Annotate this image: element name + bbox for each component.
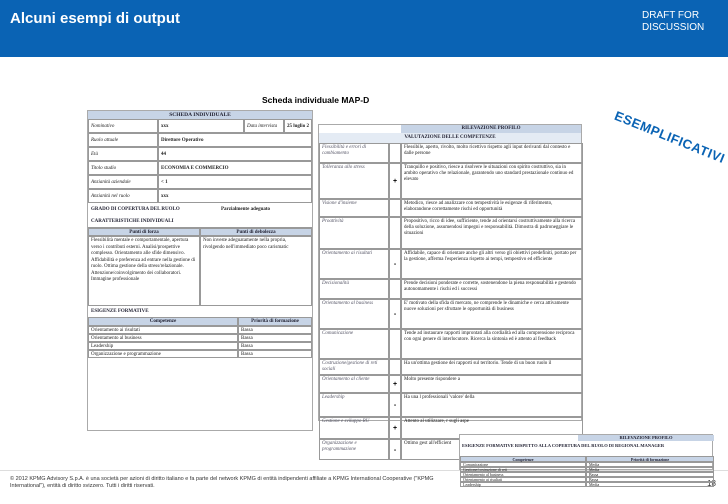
- footer-line-1: © 2012 KPMG Advisory S.p.A. è una società per azioni di diritto italiano e fa parte del network KPMG di entità indipendenti affiliate a KPMG International Cooperative ("KPMG: [10, 476, 434, 482]
- field-value: < 1: [158, 175, 312, 189]
- traits-block: [88, 227, 312, 305]
- rm-row-priority: Bassa: [586, 477, 714, 482]
- training-row-name: Organizzazione e programmazione: [88, 350, 238, 358]
- competence-sign: [389, 217, 401, 249]
- competence-text: Propositivo, ricco di idee, sufficiente, tende ad orientarsi costruttivamente alla ricerca della soluzione, assumendosi impegni e responsabilità. Dimostra di padroneggiare le situazioni: [401, 217, 583, 249]
- competence-name: Flessibilità e errori di cambiamento: [319, 143, 389, 163]
- field-label: Età: [88, 147, 158, 161]
- rm-overlay-header: RILEVAZIONE PROFILO: [578, 435, 714, 441]
- competence-sign: +: [389, 163, 401, 199]
- slide-subtitle: Scheda individuale MAP-D: [262, 95, 370, 105]
- weaknesses-header: Punti di debolezza: [200, 228, 312, 236]
- page-title: Alcuni esempi di output: [10, 10, 181, 27]
- training-competence-header: Competenze: [88, 317, 238, 326]
- competence-name: Orientamento al business: [319, 299, 389, 329]
- competence-sign: -: [389, 439, 401, 460]
- competence-sign: -: [389, 249, 401, 279]
- competence-text: Affidabile, capace di orientare anche gli altri verso gli obiettivi predefiniti, portato per la gestione, afferma l'esperienza rispetto ai tempi, tempestivo ed efficiente: [401, 249, 583, 279]
- competence-name: Proattività: [319, 217, 389, 249]
- training-row-name: Orientamento al business: [88, 334, 238, 342]
- training-row-priority: Bassa: [238, 342, 312, 350]
- rm-row-name: Orientamento ai risultati: [460, 477, 586, 482]
- competence-name: Gestione e sviluppo RU: [319, 417, 389, 439]
- field-label: Ruolo attuale: [88, 133, 158, 147]
- field-label: Anzianità nel ruolo: [88, 189, 158, 203]
- field-label: Titolo studio: [88, 161, 158, 175]
- left-form-fields: [88, 119, 312, 203]
- training-row-priority: Bassa: [238, 350, 312, 358]
- training-row-priority: Bassa: [238, 334, 312, 342]
- rm-priority-header: Priorità di formazione: [586, 456, 714, 462]
- competence-text: Flessibile, aperto, rivolto, molto ricettivo rispetto agli input derivanti dal contesto e dalle persone: [401, 143, 583, 163]
- rm-overlay-section: ESIGENZE FORMATIVE RISPETTO ALLA COPERTURA DEL RUOLO DI REGIONAL MANAGER: [462, 443, 665, 448]
- competence-name: Costruzione/gestione di reti sociali: [319, 359, 389, 375]
- field-value: Direttore Operativo: [158, 133, 312, 147]
- competence-sign: [389, 359, 401, 375]
- competence-name: Comunicazione: [319, 329, 389, 359]
- competence-text: Ottimo gest all'efficient: [401, 439, 583, 460]
- competence-name: Visione d'insieme: [319, 199, 389, 217]
- coverage-label: GRADO DI COPERTURA DEL RUOLO: [91, 207, 180, 212]
- training-label: ESIGENZE FORMATIVE: [91, 309, 149, 314]
- esemplificativi-stamp: ESEMPLIFICATIVI: [612, 108, 728, 167]
- rm-row-priority: Media: [586, 482, 714, 487]
- competence-text: Tranquillo e positivo, riesce a risolvere le situazioni con spirito costruttivo, sia in ambito operativo che relazionale, garantendo uno standard prestazionale continuo ed elevato: [401, 163, 583, 199]
- training-priority-header: Priorità di formazione: [238, 317, 312, 326]
- page-number: 18: [707, 479, 716, 488]
- competence-text: Ha una l professionali 'valore' della: [401, 393, 583, 417]
- competence-header: VALUTAZIONE DELLE COMPETENZE: [319, 133, 581, 143]
- footer-copyright: [10, 476, 480, 490]
- competence-text: Ha un'ottima gestione dei rapporti sul territorio. Tende di un buon ruolo il: [401, 359, 583, 375]
- rm-row-name: Orientamento al business: [460, 472, 586, 477]
- draft-line-2: DISCUSSION: [642, 22, 705, 33]
- competence-text: Prende decisioni ponderate e corrette, sostenendone la piena responsabilità e gestendo autonomamente i rischi ed i successi: [401, 279, 583, 299]
- competence-sign: [389, 329, 401, 359]
- competence-text: Molto presente rispondere a: [401, 375, 583, 393]
- competence-sign: -: [389, 393, 401, 417]
- rm-competence-header: Competenze: [460, 456, 586, 462]
- field-value: xxx: [158, 189, 312, 203]
- competence-name: Orientamento ai risultati: [319, 249, 389, 279]
- coverage-row: [88, 203, 312, 217]
- competence-sign: +: [389, 375, 401, 393]
- coverage-value: Parzialmente adeguato: [221, 207, 271, 212]
- competence-sign: [389, 199, 401, 217]
- competence-name: Leadership: [319, 393, 389, 417]
- date-value: 25 luglio 2: [284, 119, 312, 133]
- rm-row-name: Leadership: [460, 482, 586, 487]
- competence-text: Metodico, riesce ad analizzare con tempestività le esigenze di riferimento, elaborandone correttamente rischi ed opportunità: [401, 199, 583, 217]
- training-row-name: Orientamento ai risultati: [88, 326, 238, 334]
- left-form-scan: [87, 110, 313, 431]
- rm-row-priority: Media: [586, 467, 714, 472]
- training-row-name: Leadership: [88, 342, 238, 350]
- strengths-header: Punti di forza: [88, 228, 200, 236]
- header-bar: [0, 0, 728, 57]
- date-label: Data intervista: [244, 119, 284, 133]
- training-row-priority: Bassa: [238, 326, 312, 334]
- draft-line-1: DRAFT FOR: [642, 10, 700, 21]
- left-form-header: SCHEDA INDIVIDUALE: [88, 111, 312, 119]
- competence-name: Tolleranza allo stress: [319, 163, 389, 199]
- field-label: Nominativo: [88, 119, 158, 133]
- rm-row-priority: Bassa: [586, 472, 714, 477]
- field-value: xxx: [158, 119, 244, 133]
- rm-row-name: Gestione/costruzione di reti: [460, 467, 586, 472]
- competence-sign: [389, 143, 401, 163]
- competence-text: Attento al utilizzare, r sugli aspe: [401, 417, 583, 439]
- draft-label: [642, 10, 718, 34]
- rm-row-name: Comunicazione: [460, 462, 586, 467]
- competence-text: Tende ad instaurare rapporti improntati alla cordialità ed alla comprensione reciproca con ogni genere di interlocutore. Ricerca la sintonia ed è attento al feedback: [401, 329, 583, 359]
- competence-sign: +: [389, 417, 401, 439]
- field-label: Anzianità aziendale: [88, 175, 158, 189]
- strengths-text: Flessibilità mentale e comportamentale, apertura verso i contributi esterni. Analisi/prospettive complesso. Orientamento alle sfide dimensivo. Affidabilità e preferenza ad entrare nella gestione di ruolo. Ottima gestione della stress/relazionale. Attenzione/coinvolgimento dei collaboratori. Immagine professionale: [88, 236, 200, 306]
- footer-line-2: International"), entità di diritto svizzero. Tutti i diritti riservati.: [10, 483, 155, 489]
- competence-sign: -: [389, 299, 401, 329]
- traits-label: CARATTERISTICHE INDIVIDUALI: [91, 219, 174, 224]
- field-value: ECONOMIA E COMMERCIO: [158, 161, 312, 175]
- competence-name: Orientamento al cliente: [319, 375, 389, 393]
- competence-sign: [389, 279, 401, 299]
- weaknesses-text: Non investe adeguatamente nella propria, rivolgendo nell'immediato poco carismatic: [200, 236, 312, 306]
- right-profile-header: RILEVAZIONE PROFILO: [401, 125, 581, 133]
- field-value: 44: [158, 147, 312, 161]
- competence-name: Decisionalità: [319, 279, 389, 299]
- competence-name: Organizzazione e programmazione: [319, 439, 389, 460]
- training-table: [88, 317, 312, 377]
- rm-row-priority: Media: [586, 462, 714, 467]
- competence-text: E' motivato della sfida di mercato, ne comprende le dinamiche e cerca attivamente nuove soluzioni per sfruttare le opportunità di business: [401, 299, 583, 329]
